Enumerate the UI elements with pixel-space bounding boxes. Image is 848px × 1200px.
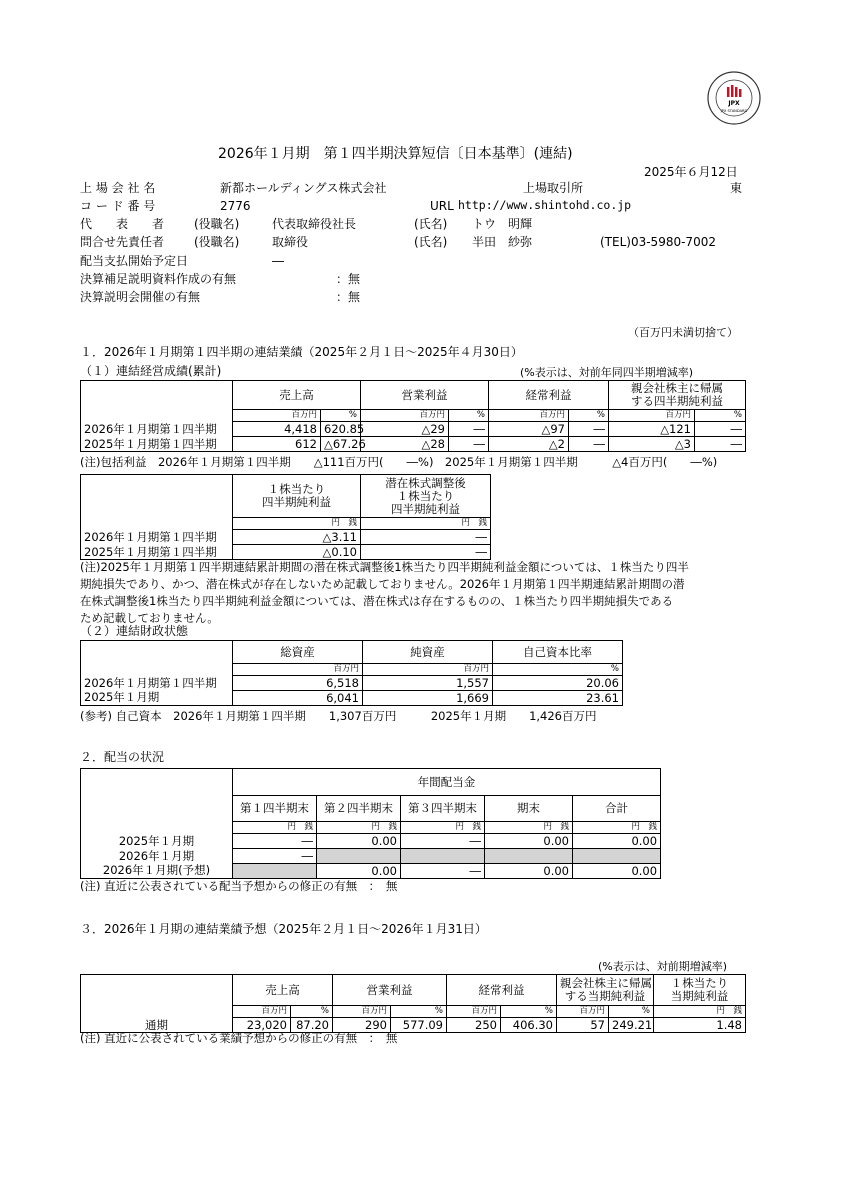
forecast-header-ord: 経常利益 [447, 975, 557, 1006]
company-url-link[interactable]: http://www.shintohd.co.jp [458, 198, 632, 212]
header-sales: 売上高 [233, 381, 361, 410]
publication-date: 2025年６月12日 [644, 165, 738, 179]
table-row: 2026年１月期(予想) 0.00 ― 0.00 0.00 [81, 863, 661, 878]
eps-note: (注)2025年１月期第１四半期連結累計期間の潜在株式調整後1株当たり四半期純利益金額については、１株当たり四半 期純損失であり、かつ、潜在株式が存在しないため記載しておりません。2026年１月期第１四半期連結累計期間の潜 在株式調整後1株当たり四半期純利益金額については、潜在株式は存在するものの、１株当たり四半期純損失である ため記載しておりません。 [80, 560, 689, 625]
forecast-header-sales: 売上高 [233, 975, 333, 1006]
table-row: 2025年１月期第１四半期 612 △67.26 △28 ― △2 ― △3 ― [81, 437, 746, 452]
dividend-note: (注) 直近に公表されている配当予想からの修正の有無 ： 無 [80, 879, 398, 893]
section1-heading: １．2026年１月期第１四半期の連結業績（2025年２月１日～2025年４月30日） [80, 345, 523, 359]
briefing-label: 決算説明会開催の有無 [80, 290, 201, 304]
section1-sub2: （２）連結財政状態 [80, 624, 189, 638]
forecast-table: 売上高 営業利益 経常利益 親会社株主に帰属 する当期純利益 １株当たり 当期純利益 百万円 % 百万円 % 百万円 % 百万円 % 円 銭 通期 23,020 87.20 290 577.09 250 406.30 57 249.21 1.48 [80, 974, 746, 1033]
unit-label: 百万円 [233, 410, 321, 422]
document-title: 2026年１月期 第１四半期決算短信〔日本基準〕(連結) [218, 146, 573, 162]
rep-title-label: (役職名) [194, 217, 240, 231]
table-row: 2026年１月期第１四半期 4,418 620.85 △29 ― △97 ― △121 ― [81, 422, 746, 437]
jpx-seal-logo [706, 70, 762, 126]
supplementary-label: 決算補足説明資料作成の有無 [80, 272, 237, 286]
company-name-label: 上 場 会 社 名 [80, 181, 156, 195]
table-row: 2026年１月期 ― [81, 848, 661, 863]
section1-sub1: （１）連結経営成績(累計) [80, 364, 222, 378]
rep-name: トウ 明輝 [472, 217, 533, 231]
supplementary-value: ：無 [336, 272, 361, 286]
header-net-income: 親会社株主に帰属 する四半期純利益 [609, 381, 746, 410]
eps-table: １株当たり 四半期純利益 潜在株式調整後 １株当たり 四半期純利益 円 銭 円 銭 2026年１月期第１四半期 △3.11 ― 2025年１月期第１四半期 △0.10 ― [80, 474, 491, 560]
svg-text:JPX: JPX [728, 100, 740, 107]
code-label: コ ー ド 番 号 [80, 199, 156, 213]
equity-note: (参考) 自己資本 2026年１月期第１四半期 1,307百万円 2025年１月期 1,426百万円 [80, 709, 597, 723]
exchange-label: 上場取引所 [523, 181, 584, 195]
forecast-header-op: 営業利益 [333, 975, 447, 1006]
contact-title: 取締役 [272, 235, 309, 249]
table-row: 通期 23,020 87.20 290 577.09 250 406.30 57 249.21 1.48 [81, 1018, 746, 1033]
contact-tel: (TEL)03-5980-7002 [600, 235, 716, 249]
dividend-date-label: 配当支払開始予定日 [80, 254, 189, 268]
contact-label: 問合せ先責任者 [80, 235, 165, 249]
section3-heading: ３．2026年１月期の連結業績予想（2025年２月１日～2026年１月31日） [80, 922, 487, 936]
header-net-assets: 純資産 [363, 641, 493, 664]
company-name: 新都ホールディングス株式会社 [220, 181, 387, 195]
header-total-assets: 総資産 [233, 641, 363, 664]
section3-pct-note: (%表示は、対前期増減率) [598, 960, 728, 973]
table-row: 2025年１月期 6,041 1,669 23.61 [81, 690, 623, 705]
header-annual-dividend: 年間配当金 [233, 769, 661, 796]
dividend-table: 年間配当金 第１四半期末 第２四半期末 第３四半期末 期末 合計 円 銭 円 銭 円 銭 円 銭 円 銭 2025年１月期 ― 0.00 ― 0.00 0.00 2026年１月期 ― 2026年１月期(予想) 0.00 ― 0.00 0.00 [80, 768, 661, 879]
rep-name-label: (氏名) [414, 217, 448, 231]
rep-title: 代表取締役社長 [272, 217, 357, 231]
table-row: 2025年１月期第１四半期 △0.10 ― [81, 545, 491, 560]
header-equity-ratio: 自己資本比率 [493, 641, 623, 664]
contact-name: 半田 紗弥 [472, 235, 533, 249]
rounding-note: （百万円未満切捨て） [628, 326, 738, 339]
section1-pct-note: (%表示は、対前年同四半期増減率) [520, 366, 694, 379]
url-label: URL [430, 199, 454, 213]
contact-title-label: (役職名) [194, 235, 240, 249]
header-diluted-eps: 潜在株式調整後 １株当たり 四半期純利益 [361, 475, 491, 518]
header-eps: １株当たり 四半期純利益 [233, 475, 361, 518]
comprehensive-income-note: (注)包括利益 2026年１月期第１四半期 △111百万円( ―%) 2025年１月期第１四半期 △4百万円( ―%) [80, 455, 718, 469]
forecast-header-eps: １株当たり 当期純利益 [654, 975, 746, 1006]
representative-label: 代 表 者 [80, 217, 165, 231]
code-value: 2776 [220, 199, 251, 213]
contact-name-label: (氏名) [414, 235, 448, 249]
table-row: 2025年１月期 ― 0.00 ― 0.00 0.00 [81, 833, 661, 848]
forecast-header-net: 親会社株主に帰属 する当期純利益 [557, 975, 654, 1006]
table-row: 2026年１月期第１四半期 △3.11 ― [81, 530, 491, 545]
dividend-date: ― [272, 254, 284, 268]
svg-text:JPX STANDARD: JPX STANDARD [720, 109, 748, 113]
financial-position-table: 総資産 純資産 自己資本比率 百万円 百万円 % 2026年１月期第１四半期 6,518 1,557 20.06 2025年１月期 6,041 1,669 23.61 [80, 640, 623, 706]
table-row: 2026年１月期第１四半期 6,518 1,557 20.06 [81, 675, 623, 690]
section2-heading: ２．配当の状況 [80, 750, 165, 764]
exchange-value: 東 [730, 181, 743, 195]
header-op-income: 営業利益 [361, 381, 489, 410]
header-ord-income: 経常利益 [489, 381, 609, 410]
operating-results-table: 売上高 営業利益 経常利益 親会社株主に帰属 する四半期純利益 百万円 % 百万円 % 百万円 % 百万円 % 2026年１月期第１四半期 4,418 620.85 △29 ― △97 ― △121 ― 2025年１月期第１四半期 612 △67.26 △28 ― △2 ― △3 ― [80, 380, 746, 452]
briefing-value: ：無 [336, 290, 361, 304]
forecast-note: (注) 直近に公表されている業績予想からの修正の有無 ： 無 [80, 1031, 398, 1045]
